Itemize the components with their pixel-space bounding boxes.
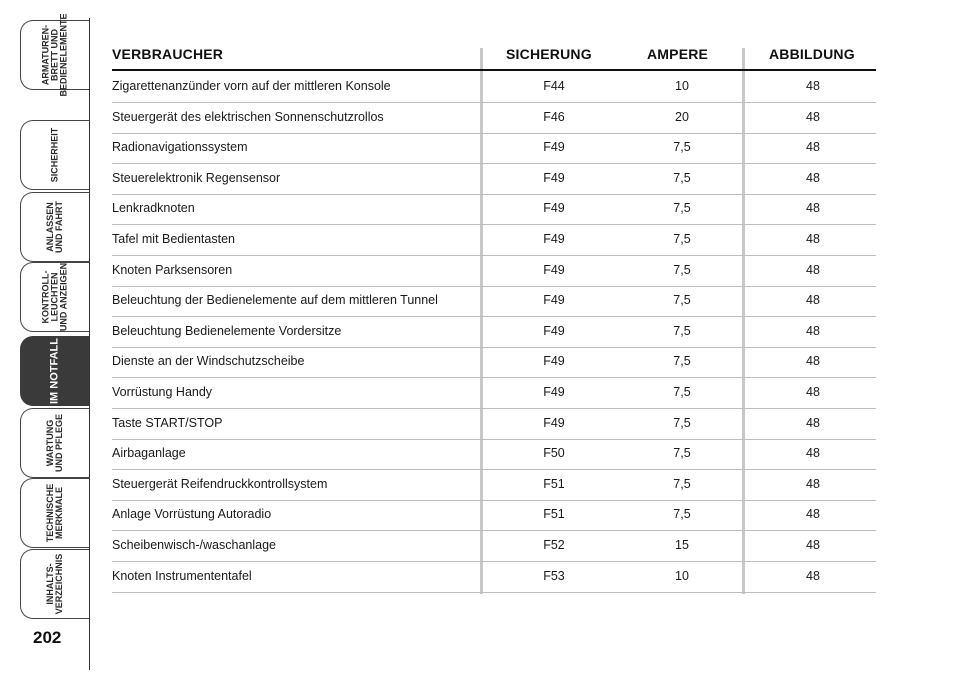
tab-label: WARTUNG UND PFLEGE xyxy=(45,413,64,473)
figure-cell: 48 xyxy=(806,140,820,155)
fuse-cell: F49 xyxy=(543,201,565,216)
figure-cell: 48 xyxy=(806,354,820,369)
table-row xyxy=(112,347,876,378)
figure-cell: 48 xyxy=(806,170,820,185)
consumer-cell: Radionavigationssystem xyxy=(112,140,248,155)
header-fuse: SICHERUNG xyxy=(506,46,592,62)
consumer-cell: Scheibenwisch-/waschanlage xyxy=(112,538,276,552)
tab-wartung[interactable] xyxy=(20,408,89,478)
ampere-cell: 7,5 xyxy=(673,232,691,246)
ampere-cell: 7,5 xyxy=(673,415,691,430)
figure-cell: 48 xyxy=(806,476,820,491)
ampere-cell: 7,5 xyxy=(673,354,691,369)
fuse-cell: F49 xyxy=(543,415,565,430)
figure-cell: 48 xyxy=(806,262,820,277)
fuse-cell: F49 xyxy=(543,385,565,399)
consumer-cell: Knoten Instrumententafel xyxy=(112,568,252,583)
table-row xyxy=(112,194,876,225)
figure-cell: 48 xyxy=(806,568,820,583)
tab-label: ANLASSEN UND FAHRT xyxy=(45,201,64,253)
header-figure: ABBILDUNG xyxy=(769,46,855,62)
fuse-cell: F49 xyxy=(543,293,565,308)
consumer-cell: Taste START/STOP xyxy=(112,415,223,430)
ampere-cell: 15 xyxy=(675,538,689,552)
figure-cell: 48 xyxy=(806,385,820,399)
table-row xyxy=(112,286,876,317)
ampere-cell: 7,5 xyxy=(673,140,691,155)
consumer-cell: Airbaganlage xyxy=(112,446,186,461)
header-ampere: AMPERE xyxy=(647,46,709,62)
table-row xyxy=(112,317,876,348)
fuse-cell: F44 xyxy=(543,79,565,93)
fuse-cell: F51 xyxy=(543,507,565,522)
table-row xyxy=(112,72,876,103)
ampere-cell: 7,5 xyxy=(673,170,691,185)
fuse-cell: F50 xyxy=(543,446,565,461)
consumer-cell: Zigarettenanzünder vorn auf der mittleren Konsole xyxy=(112,79,391,93)
table-row xyxy=(112,531,876,562)
figure-cell: 48 xyxy=(806,109,820,124)
table-row xyxy=(112,378,876,409)
tab-label: IM NOTFALL xyxy=(48,338,61,404)
table-row xyxy=(112,164,876,195)
figure-cell: 48 xyxy=(806,232,820,246)
ampere-cell: 7,5 xyxy=(673,476,691,491)
tab-im-notfall[interactable] xyxy=(20,336,89,406)
tab-inhaltsverzeichnis[interactable] xyxy=(20,549,89,619)
table-row xyxy=(112,225,876,256)
consumer-cell: Steuergerät Reifendruckkontrollsystem xyxy=(112,476,328,491)
figure-cell: 48 xyxy=(806,538,820,552)
consumer-cell: Tafel mit Bedientasten xyxy=(112,232,235,246)
fuse-cell: F49 xyxy=(543,354,565,369)
header-rule xyxy=(112,69,876,71)
ampere-cell: 7,5 xyxy=(673,446,691,461)
tab-sicherheit[interactable] xyxy=(20,120,89,190)
ampere-cell: 7,5 xyxy=(673,262,691,277)
header-consumer: VERBRAUCHER xyxy=(112,46,224,62)
consumer-cell: Beleuchtung der Bedienelemente auf dem mittleren Tunnel xyxy=(112,293,438,308)
fuse-cell: F49 xyxy=(543,262,565,277)
ampere-cell: 10 xyxy=(675,568,689,583)
tab-armaturenbrett[interactable] xyxy=(20,13,89,97)
fuse-cell: F46 xyxy=(543,109,565,124)
tab-label: SICHERHEIT xyxy=(49,127,60,183)
ampere-cell: 7,5 xyxy=(673,201,691,216)
table-row xyxy=(112,500,876,531)
ampere-cell: 7,5 xyxy=(673,385,691,399)
consumer-cell: Lenkradknoten xyxy=(112,201,195,216)
tab-label: INHALTS- VERZEICHNIS xyxy=(45,553,64,615)
page-number: 202 xyxy=(33,628,62,647)
consumer-cell: Steuergerät des elektrischen Sonnenschutzrollos xyxy=(112,109,384,124)
fuse-cell: F51 xyxy=(543,476,565,491)
table-row xyxy=(112,409,876,440)
ampere-cell: 7,5 xyxy=(673,293,691,308)
figure-cell: 48 xyxy=(806,415,820,430)
consumer-cell: Beleuchtung Bedienelemente Vordersitze xyxy=(112,323,342,338)
fuse-cell: F49 xyxy=(543,170,565,185)
tab-technische-merkmale[interactable] xyxy=(20,478,89,548)
tab-label: ARMATUREN- BRETT UND BEDIENELEMENTE xyxy=(40,13,69,97)
fuse-cell: F53 xyxy=(543,568,565,583)
consumer-cell: Dienste an der Windschutzscheibe xyxy=(112,354,305,369)
ampere-cell: 10 xyxy=(675,79,689,93)
consumer-cell: Vorrüstung Handy xyxy=(112,385,213,399)
figure-cell: 48 xyxy=(806,79,820,93)
tab-anlassen[interactable] xyxy=(20,192,89,262)
figure-cell: 48 xyxy=(806,507,820,522)
table-row xyxy=(112,256,876,287)
table-row xyxy=(112,470,876,501)
chapter-sidebar xyxy=(0,0,100,692)
fuse-cell: F49 xyxy=(543,232,565,246)
ampere-cell: 20 xyxy=(675,109,689,124)
tab-label: TECHNISCHE MERKMALE xyxy=(45,483,64,543)
fuse-cell: F52 xyxy=(543,538,565,552)
tab-label: KONTROLL- LEUCHTEN UND ANZEIGEN xyxy=(40,262,69,332)
sidebar-divider xyxy=(89,18,90,670)
tab-kontrollleuchten[interactable] xyxy=(20,262,89,332)
fuse-cell: F49 xyxy=(543,140,565,155)
figure-cell: 48 xyxy=(806,201,820,216)
consumer-cell: Anlage Vorrüstung Autoradio xyxy=(112,507,272,522)
consumer-cell: Knoten Parksensoren xyxy=(112,262,233,277)
figure-cell: 48 xyxy=(806,446,820,461)
figure-cell: 48 xyxy=(806,323,820,338)
consumer-cell: Steuerelektronik Regensensor xyxy=(112,170,281,185)
figure-cell: 48 xyxy=(806,293,820,308)
table-row xyxy=(112,103,876,134)
table-row xyxy=(112,133,876,164)
ampere-cell: 7,5 xyxy=(673,323,691,338)
fuse-cell: F49 xyxy=(543,323,565,338)
table-row xyxy=(112,439,876,470)
ampere-cell: 7,5 xyxy=(673,507,691,522)
table-row xyxy=(112,562,876,593)
